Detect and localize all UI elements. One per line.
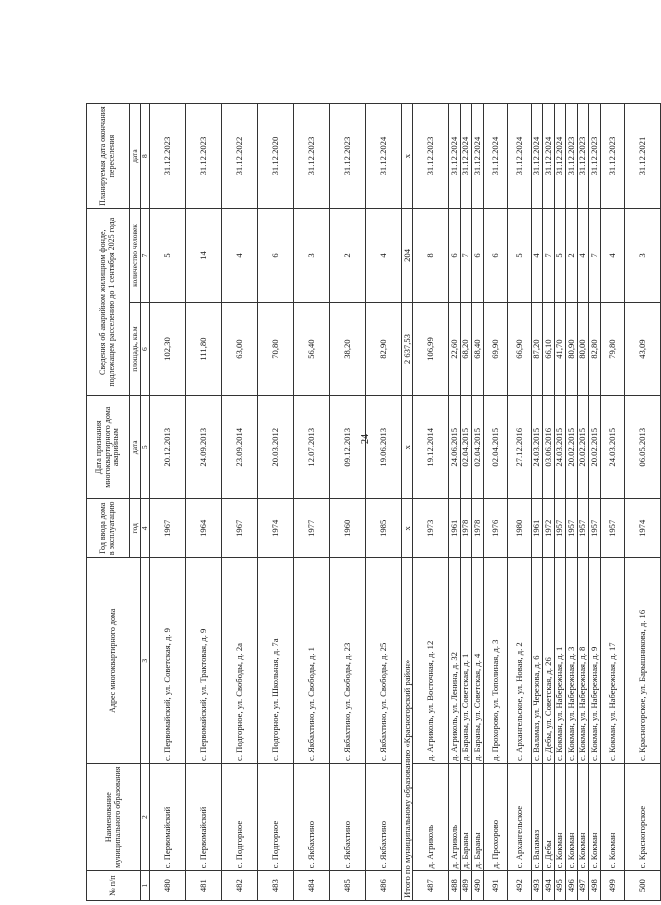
date-cell: 23.09.2014 (222, 396, 258, 499)
year-cell: 1961 (531, 499, 543, 558)
table-row (186, 104, 222, 901)
area-cell: 66,10 (543, 302, 555, 396)
table-body-1 (150, 104, 402, 901)
planned-date-cell: 31.12.2023 (186, 104, 222, 209)
table-row (566, 104, 578, 901)
address-cell: д. Бараны, ул. Советская, д. 4 (472, 558, 484, 764)
planned-date-cell: 31.12.2022 (222, 104, 258, 209)
planned-date-cell: 31.12.2024 (472, 104, 484, 209)
date-cell: 20.02.2015 (566, 396, 578, 499)
municipality-cell: с. Кокман (589, 764, 601, 871)
area-cell: 70,80 (258, 302, 294, 396)
header-planned-group: Планируемая дата окончания переселения (87, 104, 130, 209)
year-cell: 1967 (150, 499, 186, 558)
planned-date-cell: 31.12.2020 (258, 104, 294, 209)
table-row (366, 104, 402, 901)
year-cell: 1974 (258, 499, 294, 558)
table-row (449, 104, 461, 901)
table-row (507, 104, 531, 901)
people-cell: 5 (554, 209, 566, 303)
row-number: 493 (531, 871, 543, 901)
address-cell: с. Кокман, ул. Набережная, д. 8 (577, 558, 589, 764)
table-total (402, 104, 413, 901)
planned-date-cell: 31.12.2024 (460, 104, 472, 209)
rotated-page (86, 103, 647, 901)
emergency-housing-table (86, 103, 661, 901)
row-number: 495 (554, 871, 566, 901)
area-cell: 41,70 (554, 302, 566, 396)
area-cell: 111,80 (186, 302, 222, 396)
table-row (589, 104, 601, 901)
planned-date-cell: 31.12.2024 (554, 104, 566, 209)
row-number: 487 (413, 871, 449, 901)
row-number: 499 (600, 871, 624, 901)
date-cell: 19.06.2013 (366, 396, 402, 499)
area-cell: 82,80 (589, 302, 601, 396)
row-number: 480 (150, 871, 186, 901)
year-cell: 1976 (483, 499, 507, 558)
year-cell: 1972 (543, 499, 555, 558)
total-row (402, 104, 413, 901)
address-cell: с. Первомайский, ул. Советская, д. 9 (150, 558, 186, 764)
table-row (460, 104, 472, 901)
municipality-cell: с. Красногорское (624, 764, 660, 871)
table-body-2 (413, 104, 661, 901)
row-number: 481 (186, 871, 222, 901)
area-cell: 102,30 (150, 302, 186, 396)
people-cell: 2 (330, 209, 366, 303)
people-cell: 8 (413, 209, 449, 303)
area-cell: 43,09 (624, 302, 660, 396)
col-number: 7 (141, 209, 150, 303)
address-cell: с. Архангельское, ул. Новая, д. 2 (507, 558, 531, 764)
year-cell: 1957 (589, 499, 601, 558)
people-cell: 4 (531, 209, 543, 303)
people-cell: 4 (366, 209, 402, 303)
total-area: 2 637,53 (402, 302, 413, 396)
col-number: 6 (141, 302, 150, 396)
table-row (330, 104, 366, 901)
subheader-date: дата (130, 396, 141, 499)
row-number: 486 (366, 871, 402, 901)
row-number: 500 (624, 871, 660, 901)
people-cell: 6 (483, 209, 507, 303)
col-number: 1 (141, 871, 150, 901)
people-cell: 7 (543, 209, 555, 303)
planned-date-cell: 31.12.2023 (566, 104, 578, 209)
municipality-cell: с. Якбахтино (294, 764, 330, 871)
people-cell: 4 (222, 209, 258, 303)
year-cell: 1978 (460, 499, 472, 558)
header-row (87, 104, 130, 901)
municipality-cell: с. Кокман (577, 764, 589, 871)
date-cell: 20.12.2013 (150, 396, 186, 499)
address-cell: д. Прохорово, ул. Тополиная, д. 3 (483, 558, 507, 764)
area-cell: 68,40 (472, 302, 484, 396)
area-cell: 79,80 (600, 302, 624, 396)
year-cell: 1980 (507, 499, 531, 558)
planned-date-cell: 31.12.2023 (330, 104, 366, 209)
row-number: 491 (483, 871, 507, 901)
planned-date-cell: 31.12.2024 (449, 104, 461, 209)
col-number: 3 (141, 558, 150, 764)
table-row (150, 104, 186, 901)
planned-date-cell: 31.12.2024 (507, 104, 531, 209)
planned-date-cell: 31.12.2023 (150, 104, 186, 209)
row-number: 485 (330, 871, 366, 901)
year-cell: 1964 (186, 499, 222, 558)
municipality-cell: с. Подгорное (222, 764, 258, 871)
address-cell: с. Красногорское, ул. Барышникова, д. 16 (624, 558, 660, 764)
date-cell: 02.04.2015 (460, 396, 472, 499)
date-cell: 20.02.2015 (577, 396, 589, 499)
subheader-people: количество человек (130, 209, 141, 303)
table-row (294, 104, 330, 901)
date-cell: 09.12.2013 (330, 396, 366, 499)
address-cell: с. Кокман, ул. Набережная, д. 17 (600, 558, 624, 764)
date-cell: 06.05.2013 (624, 396, 660, 499)
date-cell: 24.03.2015 (531, 396, 543, 499)
area-cell: 69,90 (483, 302, 507, 396)
year-cell: 1973 (413, 499, 449, 558)
people-cell: 4 (600, 209, 624, 303)
date-cell: 02.04.2015 (472, 396, 484, 499)
total-planned: х (402, 104, 413, 209)
planned-date-cell: 31.12.2024 (483, 104, 507, 209)
municipality-cell: с. Первомайский (186, 764, 222, 871)
year-cell: 1967 (222, 499, 258, 558)
planned-date-cell: 31.12.2023 (589, 104, 601, 209)
area-cell: 106,99 (413, 302, 449, 396)
col-number: 8 (141, 104, 150, 209)
row-number: 498 (589, 871, 601, 901)
year-cell: 1974 (624, 499, 660, 558)
planned-date-cell: 31.12.2024 (531, 104, 543, 209)
year-cell: 1977 (294, 499, 330, 558)
date-cell: 12.07.2013 (294, 396, 330, 499)
row-number: 482 (222, 871, 258, 901)
year-cell: 1960 (330, 499, 366, 558)
address-cell: д. Агриколь, ул. Восточная, д. 12 (413, 558, 449, 764)
address-cell: с. Якбахтино, ул. Свободы, д. 23 (330, 558, 366, 764)
header-municipality: Наименование муниципального образования (87, 764, 141, 871)
address-cell: с. Якбахтино, ул. Свободы, д. 25 (366, 558, 402, 764)
people-cell: 7 (589, 209, 601, 303)
address-cell: с. Кокман, ул. Набережная, д. 1 (554, 558, 566, 764)
area-cell: 87,20 (531, 302, 543, 396)
people-cell: 6 (449, 209, 461, 303)
people-cell: 6 (258, 209, 294, 303)
address-cell: с. Кокман, ул. Набережная, д. 3 (566, 558, 578, 764)
row-number: 494 (543, 871, 555, 901)
address-cell: с. Подгорное, ул. Свободы, д. 2а (222, 558, 258, 764)
year-cell: 1957 (554, 499, 566, 558)
address-cell: с. Валамаз, ул. Черезова, д. 6 (531, 558, 543, 764)
address-cell: с. Первомайский, ул. Трактовая, д. 9 (186, 558, 222, 764)
people-cell: 5 (150, 209, 186, 303)
page-number: 24 (360, 434, 371, 444)
municipality-cell: д. Прохорово (483, 764, 507, 871)
people-cell: 5 (507, 209, 531, 303)
people-cell: 2 (566, 209, 578, 303)
date-cell: 19.12.2014 (413, 396, 449, 499)
date-cell: 20.03.2012 (258, 396, 294, 499)
date-cell: 24.03.2015 (554, 396, 566, 499)
year-cell: 1957 (566, 499, 578, 558)
address-cell: с. Подгорное, ул. Школьная, д. 7а (258, 558, 294, 764)
municipality-cell: с. Подгорное (258, 764, 294, 871)
planned-date-cell: 31.12.2023 (413, 104, 449, 209)
table-row (483, 104, 507, 901)
header-no: № п/п (87, 871, 141, 901)
col-number: 5 (141, 396, 150, 499)
municipality-cell: с. Первомайский (150, 764, 186, 871)
row-number: 488 (449, 871, 461, 901)
row-number: 492 (507, 871, 531, 901)
subheader-area: площадь, кв.м (130, 302, 141, 396)
area-cell: 22,60 (449, 302, 461, 396)
address-cell: с. Якбахтино, ул. Свободы, д. 1 (294, 558, 330, 764)
people-cell: 7 (460, 209, 472, 303)
year-cell: 1957 (600, 499, 624, 558)
row-number: 497 (577, 871, 589, 901)
planned-date-cell: 31.12.2023 (600, 104, 624, 209)
municipality-cell: с. Кокман (554, 764, 566, 871)
header-address: Адрес многоквартирного дома (87, 558, 141, 764)
date-cell: 24.03.2015 (600, 396, 624, 499)
municipality-cell: с. Кокман (566, 764, 578, 871)
col-number: 4 (141, 499, 150, 558)
address-cell: д. Агриколь, ул. Ленина, д. 32 (449, 558, 461, 764)
people-cell: 3 (294, 209, 330, 303)
municipality-cell: с. Дебы (543, 764, 555, 871)
date-cell: 24.06.2015 (449, 396, 461, 499)
table-row (258, 104, 294, 901)
date-cell: 27.12.2016 (507, 396, 531, 499)
planned-date-cell: 31.12.2023 (577, 104, 589, 209)
col-number: 2 (141, 764, 150, 871)
row-number: 496 (566, 871, 578, 901)
table-row (222, 104, 258, 901)
year-cell: 1985 (366, 499, 402, 558)
area-cell: 80,90 (566, 302, 578, 396)
subheader-planned: дата (130, 104, 141, 209)
column-numbers-row (141, 104, 150, 901)
municipality-cell: с. Архангельское (507, 764, 531, 871)
municipality-cell: с. Кокман (600, 764, 624, 871)
year-cell: 1961 (449, 499, 461, 558)
table-row (531, 104, 543, 901)
date-cell: 20.02.2015 (589, 396, 601, 499)
row-number: 490 (472, 871, 484, 901)
municipality-cell: д. Агриколь (413, 764, 449, 871)
address-cell: д. Бараны, ул. Советская, д. 1 (460, 558, 472, 764)
header-year-group: Год ввода дома в эксплуатацию (87, 499, 130, 558)
table-row (413, 104, 449, 901)
row-number: 484 (294, 871, 330, 901)
total-people: 204 (402, 209, 413, 303)
municipality-cell: с. Валамаз (531, 764, 543, 871)
total-date: х (402, 396, 413, 499)
year-cell: 1978 (472, 499, 484, 558)
area-cell: 68,20 (460, 302, 472, 396)
row-number: 489 (460, 871, 472, 901)
planned-date-cell: 31.12.2021 (624, 104, 660, 209)
municipality-cell: д. Бараны (460, 764, 472, 871)
header-stock-group: Сведения об аварийном жилищном фонде, подлежащем расселению до 1 сентября 2025 года (87, 209, 130, 396)
area-cell: 56,40 (294, 302, 330, 396)
municipality-cell: д. Агриколь (449, 764, 461, 871)
subheader-year: год (130, 499, 141, 558)
date-cell: 24.09.2013 (186, 396, 222, 499)
table-row (472, 104, 484, 901)
year-cell: 1957 (577, 499, 589, 558)
total-year: х (402, 499, 413, 558)
address-cell: с. Дебы, ул. Советская, д. 26 (543, 558, 555, 764)
area-cell: 82,90 (366, 302, 402, 396)
table-row (554, 104, 566, 901)
people-cell: 14 (186, 209, 222, 303)
municipality-cell: с. Якбахтино (366, 764, 402, 871)
date-cell: 03.06.2016 (543, 396, 555, 499)
table-row (543, 104, 555, 901)
area-cell: 66,90 (507, 302, 531, 396)
header-date-group: Дата признания многоквартирного дома аварийным (87, 396, 130, 499)
municipality-cell: с. Якбахтино (330, 764, 366, 871)
people-cell: 6 (472, 209, 484, 303)
area-cell: 38,20 (330, 302, 366, 396)
date-cell: 02.04.2015 (483, 396, 507, 499)
planned-date-cell: 31.12.2024 (543, 104, 555, 209)
area-cell: 63,00 (222, 302, 258, 396)
table-row (577, 104, 589, 901)
municipality-cell: д. Бараны (472, 764, 484, 871)
planned-date-cell: 31.12.2023 (294, 104, 330, 209)
table-row (624, 104, 660, 901)
table-row (600, 104, 624, 901)
planned-date-cell: 31.12.2024 (366, 104, 402, 209)
row-number: 483 (258, 871, 294, 901)
people-cell: 4 (577, 209, 589, 303)
people-cell: 3 (624, 209, 660, 303)
address-cell: с. Кокман, ул. Набережная, д. 9 (589, 558, 601, 764)
total-label: Итого по муниципальному образованию «Красногорский район» (402, 558, 413, 901)
area-cell: 80,00 (577, 302, 589, 396)
